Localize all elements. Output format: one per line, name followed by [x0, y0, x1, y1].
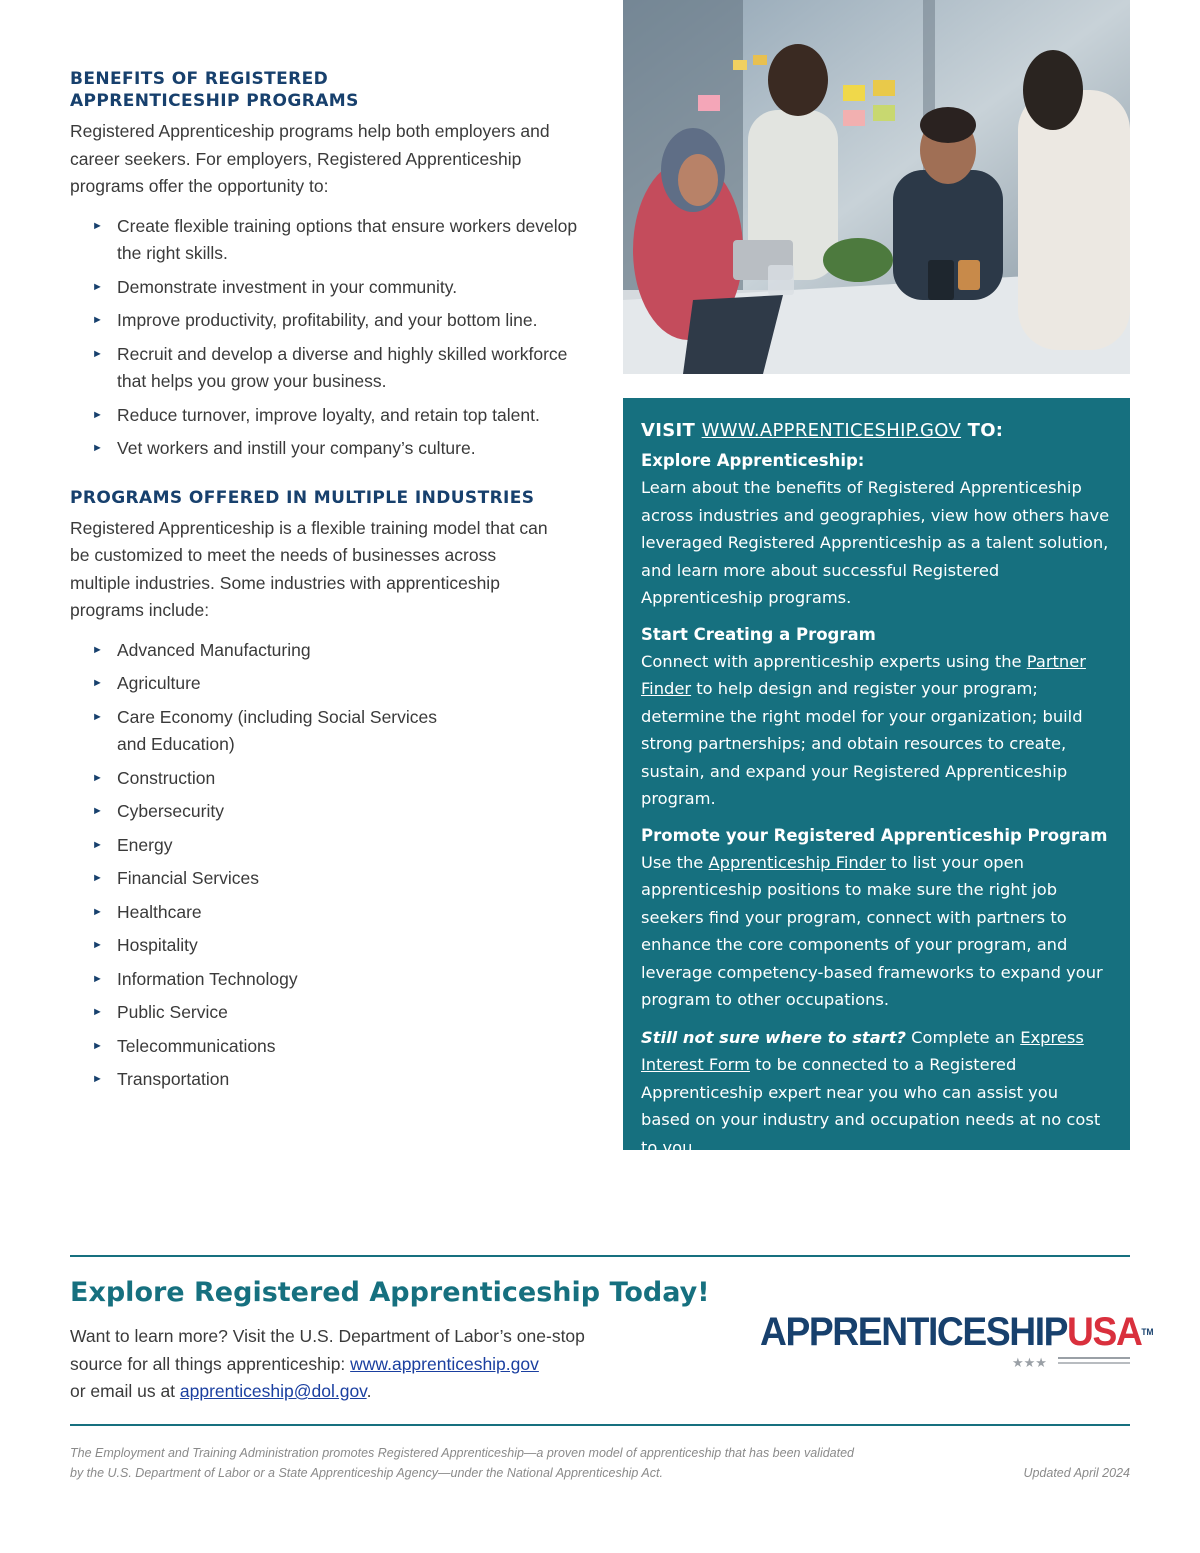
still-text: [641, 1024, 1112, 1162]
list-item: [92, 637, 457, 665]
industries-heading: PROGRAMS OFFERED IN MULTIPLE INDUSTRIES: [70, 487, 535, 508]
bullet-icon: ►: [92, 347, 103, 360]
updated-date: Updated April 2024: [1023, 1466, 1130, 1480]
apprenticeship-gov-link[interactable]: WWW.APPRENTICESHIP.GOV: [701, 420, 962, 441]
list-item: [92, 899, 457, 927]
list-item: [92, 932, 457, 960]
bullet-icon: ►: [92, 838, 103, 851]
bottom-divider: [70, 1424, 1130, 1426]
bullet-icon: ►: [92, 219, 103, 232]
list-item-text: Energy: [117, 834, 173, 855]
logo-star-icon: ★★★: [1012, 1356, 1047, 1371]
bullet-icon: ►: [92, 442, 103, 454]
list-item-text: Advanced Manufacturing: [117, 639, 311, 660]
partner-finder-link[interactable]: Partner Finder: [641, 651, 1086, 698]
promote-text-b: to list your open apprenticeship positions to make sure the right job seekers find your program, connect with partners to enhance the core components of your program, and leverage competency-based frameworks to expand your program to other occupations.: [641, 852, 1103, 1009]
list-item-text: Demonstrate investment in your community.: [117, 276, 458, 297]
list-item-text: Agriculture: [117, 673, 201, 693]
top-divider: [70, 1255, 1130, 1257]
visit-title: [641, 418, 1112, 444]
industries-intro: Registered Apprenticeship is a flexible training model that can be customized to meet the needs of businesses across multiple industries. Some industries with apprenticeship programs include:: [70, 517, 548, 620]
email-link[interactable]: apprenticeship@dol.gov: [179, 1381, 367, 1401]
list-item: [92, 832, 457, 860]
visit-title-suffix: TO:: [961, 420, 1004, 441]
benefits-list: [70, 213, 587, 463]
bullet-icon: ►: [92, 905, 103, 918]
explore-today-text: [70, 1323, 630, 1406]
bullet-icon: ►: [92, 408, 103, 421]
list-item-text: Healthcare: [117, 901, 202, 922]
list-item-text: Construction: [117, 767, 216, 788]
list-item: [92, 865, 457, 893]
bullet-icon: ►: [92, 872, 103, 884]
start-text: [641, 648, 1112, 813]
list-item: [92, 704, 457, 759]
bullet-icon: ►: [92, 1006, 103, 1018]
apprenticeship-finder-link[interactable]: Apprenticeship Finder: [708, 852, 886, 872]
list-item: [92, 402, 587, 430]
bullet-icon: ►: [92, 939, 103, 951]
promote-text: [641, 849, 1112, 1014]
explore-today-text-a: Want to learn more? Visit the U.S. Department of Labor’s one-stop source for all things apprenticeship:: [70, 1326, 585, 1374]
logo-trademark: TM: [1141, 1327, 1154, 1337]
list-item: [92, 341, 587, 396]
start-text-b: to help design and register your program; determine the right model for your organization; build strong partnerships; and obtain resources to create, sustain, and expand your Registered Apprenticeship program.: [641, 679, 1083, 808]
benefits-heading-line2: APPRENTICESHIP PROGRAMS: [70, 91, 359, 111]
promote-text-a: Use the: [641, 852, 709, 872]
list-item: [92, 765, 457, 793]
bullet-icon: ►: [92, 972, 103, 985]
industries-list: [70, 637, 457, 1094]
list-item-text: Public Service: [117, 1002, 228, 1022]
list-item: [92, 1033, 457, 1061]
explore-today-title: Explore Registered Apprenticeship Today!: [70, 1277, 710, 1308]
list-item-text: Improve productivity, profitability, and your bottom line.: [117, 310, 538, 330]
photo-illustration: [623, 0, 1130, 374]
list-item-text: Hospitality: [117, 935, 198, 955]
benefits-heading-line1: BENEFITS OF REGISTERED: [70, 69, 329, 89]
list-item: [92, 435, 587, 463]
list-item-text: Financial Services: [117, 868, 259, 888]
visit-box: [623, 398, 1130, 1157]
list-item: [92, 670, 457, 698]
still-text-b: to be connected to a Registered Apprenticeship expert near you who can assist you based on your industry and occupation needs at no cost to you.: [641, 1055, 1101, 1157]
list-item-text: Create flexible training options that ensure workers develop the right skills.: [117, 215, 578, 263]
explore-text: Learn about the benefits of Registered Apprenticeship across industries and geographies, view how others have leveraged Registered Apprenticeship as a talent solution, and learn more about successful Registered Apprenticeship programs.: [641, 478, 1110, 607]
apprenticeship-usa-logo: [760, 1310, 1154, 1372]
list-item-text: Cybersecurity: [117, 801, 224, 821]
bullet-icon: ►: [92, 710, 103, 723]
list-item: [92, 798, 457, 826]
start-heading: Start Creating a Program: [641, 624, 876, 644]
list-item: [92, 274, 587, 302]
explore-today-text-c: .: [366, 1381, 372, 1401]
bullet-icon: ►: [92, 643, 103, 656]
list-item-text: Vet workers and instill your company’s culture.: [117, 438, 476, 458]
list-item: [92, 1066, 457, 1094]
office-team-photo: [623, 0, 1130, 374]
visit-title-prefix: VISIT: [641, 420, 702, 441]
explore-today-text-b: or email us at: [70, 1381, 180, 1401]
bullet-icon: ►: [92, 771, 103, 784]
left-column: [70, 68, 590, 1100]
logo-part1: APPRENTICESHIP: [760, 1310, 1068, 1354]
list-item-text: Information Technology: [117, 968, 298, 989]
bullet-icon: ►: [92, 314, 103, 326]
explore-heading: Explore Apprenticeship:: [641, 451, 865, 470]
still-emphasis: Still not sure where to start?: [641, 1027, 906, 1047]
bullet-icon: ►: [92, 1073, 103, 1085]
bullet-icon: ►: [92, 677, 103, 689]
list-item-text: Recruit and develop a diverse and highly skilled workforce that helps you grow your business.: [117, 343, 568, 391]
list-item-text: Reduce turnover, improve loyalty, and retain top talent.: [117, 404, 540, 425]
logo-part2: USA: [1067, 1310, 1142, 1354]
benefits-intro: Registered Apprenticeship programs help both employers and career seekers. For employers, Registered Apprenticeship programs offer the opportunity to:: [70, 121, 550, 196]
logo-wordmark: [760, 1310, 1154, 1354]
list-item: [92, 999, 457, 1027]
bullet-icon: ►: [92, 805, 103, 817]
list-item: [92, 307, 587, 335]
bullet-icon: ►: [92, 280, 103, 293]
list-item-text: Transportation: [117, 1069, 230, 1089]
footer-note: The Employment and Training Administration promotes Registered Apprenticeship—a proven model of apprenticeship that has been validated by the U.S. Department of Labor or a State Apprenticeship Agency—under the National Apprenticeship Act.: [70, 1446, 855, 1480]
benefits-heading: [70, 68, 590, 112]
bullet-icon: ►: [92, 1039, 103, 1052]
logo-stars-stripes: [760, 1354, 1132, 1372]
list-item-text: Care Economy (including Social Services and Education): [117, 706, 437, 754]
promote-heading: Promote your Registered Apprenticeship Program: [641, 825, 1108, 845]
list-item: [92, 213, 587, 268]
list-item-text: Telecommunications: [117, 1035, 276, 1056]
start-text-a: Connect with apprenticeship experts using the: [641, 651, 1027, 671]
list-item: [92, 966, 457, 994]
express-interest-form-link[interactable]: Express Interest Form: [641, 1027, 1084, 1074]
still-text-a: Complete an: [905, 1027, 1021, 1047]
apprenticeship-site-link[interactable]: www.apprenticeship.gov: [350, 1353, 539, 1374]
